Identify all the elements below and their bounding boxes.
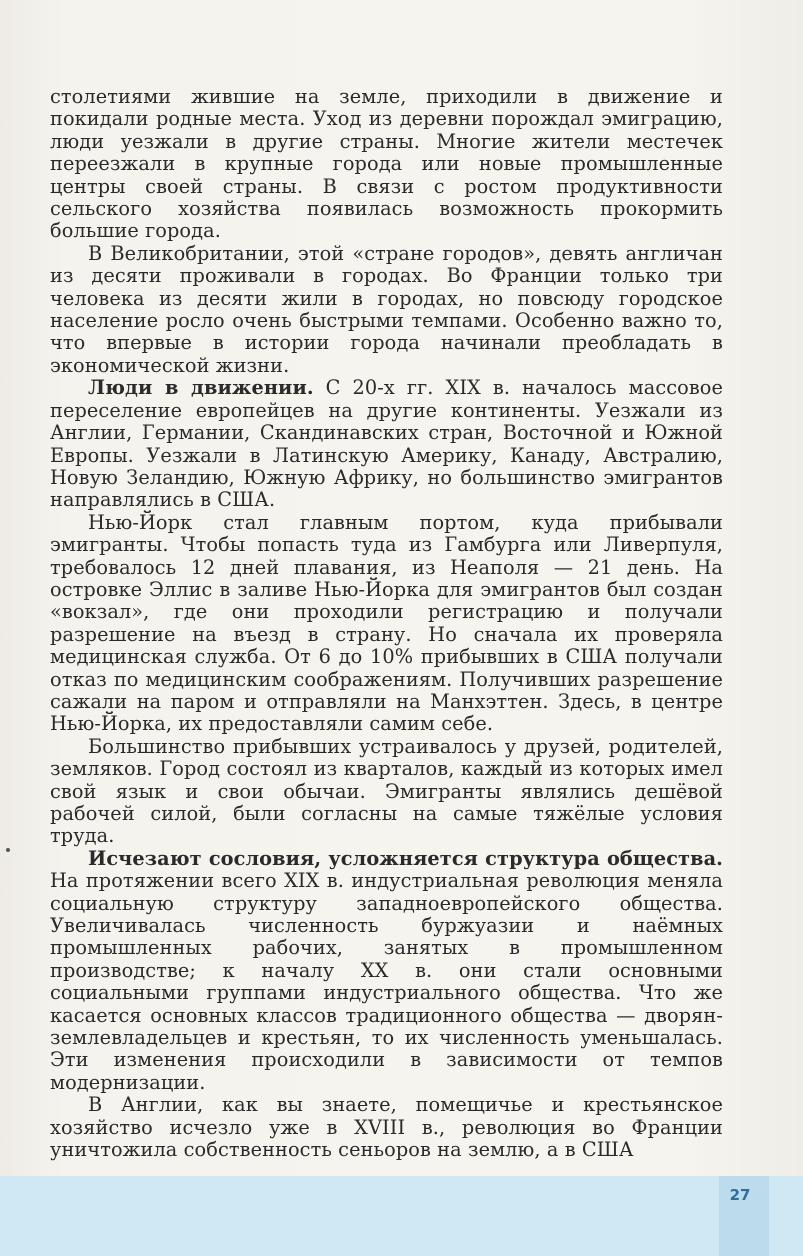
paragraph-1 [50, 86, 723, 243]
paragraph-2-text: В Великобритании, этой «стране городов», девять англичан из десяти проживали в городах. Во Франции только три человека из десяти жили в городах, но повсюду городское население росло очень быстрыми темпами. Особенно важно то, что впервые в истории города начинали преобладать в экономической жизни. [50, 241, 723, 377]
paragraph-6-heading: Исчезают сословия, усложняется структура общества. [88, 846, 723, 870]
body-text [50, 86, 723, 1162]
paragraph-3-text: С 20-х гг. XIX в. началось массовое переселение европейцев на другие континенты. Уезжали из Англии, Германии, Скандинавских стран, Восточной и Южной Европы. Уезжали в Латинскую Америку, Канаду, Австралию, Новую Зеландию, Южную Африку, но большинство эмигрантов направлялись в США. [50, 376, 723, 512]
paragraph-3-heading: Люди в движении. [88, 376, 314, 400]
paragraph-5 [50, 736, 723, 848]
paragraph-6-text: На протяжении всего XIX в. индустриальная революция меняла социальную структуру западноевропейского общества. Увеличивалась численность буржуазии и наёмных промышленных рабочих, занятых в промышленном производстве; к началу XX в. они стали основными социальными группами индустриального общества. Что же касается основных классов традиционного общества — дворян-землевладельцев и крестьян, то их численность уменьшалась. Эти изменения происходили в зависимости от темпов модернизации. [50, 869, 723, 1094]
paragraph-7 [50, 1094, 723, 1161]
paragraph-5-text: Большинство прибывших устраивалось у друзей, родителей, земляков. Город состоял из кварталов, каждый из которых имел свой язык и свои обычаи. Эмигранты являлись дешёвой рабочей силой, были согласны на самые тяжёлые условия труда. [50, 734, 723, 848]
paragraph-7-text: В Англии, как вы знаете, помещичье и крестьянское хозяйство исчезло уже в XVIII в., революция во Франции уничтожила собственность сеньоров на землю, а в США [50, 1093, 723, 1162]
page-number: 27 [729, 1186, 751, 1204]
paragraph-4-text: Нью-Йорк стал главным портом, куда прибывали эмигранты. Чтобы попасть туда из Гамбурга или Ливерпуля, требовалось 12 дней плавания, из Неаполя — 21 день. На островке Эллис в заливе Нью-Йорка для эмигрантов был создан «вокзал», где они проходили регистрацию и получали разрешение на въезд в страну. Но сначала их проверяла медицинская служба. От 6 до 10% прибывших в США получали отказ по медицинским соображениям. Получивших разрешение сажали на паром и отправляли на Манхэттен. Здесь, в центре Нью-Йорка, их предоставляли самим себе. [50, 510, 723, 736]
paragraph-6 [50, 848, 723, 1094]
footer-band [0, 1176, 803, 1256]
paragraph-4 [50, 512, 723, 736]
paragraph-3 [50, 377, 723, 511]
margin-mark [6, 848, 10, 852]
paragraph-1-text: столетиями жившие на земле, приходили в движение и покидали родные места. Уход из деревни порождал эмиграцию, люди уезжали в другие страны. Многие жители местечек переезжали в крупные города или новые промышленные центры своей страны. В связи с ростом продуктивности сельского хозяйства появилась возможность прокормить большие города. [50, 85, 723, 243]
paragraph-2 [50, 243, 723, 377]
